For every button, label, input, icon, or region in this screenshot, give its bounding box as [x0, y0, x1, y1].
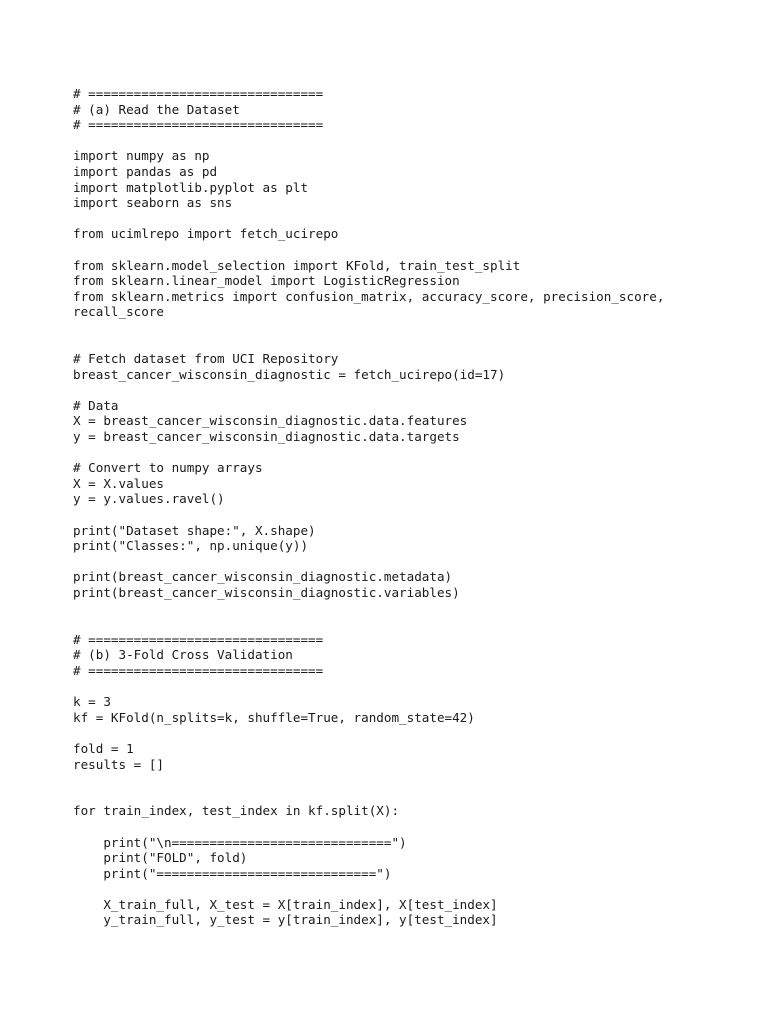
- code-line: [73, 819, 753, 835]
- code-line: for train_index, test_index in kf.split(X):: [73, 803, 400, 819]
- code-line: # (b) 3-Fold Cross Validation: [73, 647, 293, 663]
- code-line: [73, 133, 753, 149]
- code-line: # ===============================: [73, 117, 324, 133]
- code-line: import pandas as pd: [73, 163, 218, 179]
- code-line: breast_cancer_wisconsin_diagnostic = fetch_ucirepo(id=17): [73, 366, 506, 382]
- code-line: from sklearn.metrics import confusion_matrix, accuracy_score, precision_score,: [73, 288, 665, 304]
- code-line: # ===============================: [73, 631, 324, 647]
- code-line: kf = KFold(n_splits=k, shuffle=True, random_state=42): [73, 709, 475, 725]
- code-line: y = breast_cancer_wisconsin_diagnostic.data.targets: [73, 429, 460, 445]
- code-line: # (a) Read the Dataset: [73, 101, 240, 117]
- code-line: recall_score: [73, 304, 164, 320]
- code-line: # ===============================: [73, 662, 324, 678]
- code-line: [73, 616, 753, 632]
- code-line: # Fetch dataset from UCI Repository: [73, 351, 339, 367]
- code-line: print("FOLD", fold): [73, 850, 248, 866]
- code-line: [73, 445, 753, 461]
- code-line: [73, 725, 753, 741]
- code-line: [73, 554, 753, 570]
- code-line: import matplotlib.pyplot as plt: [73, 179, 309, 195]
- code-line: import numpy as np: [73, 148, 210, 164]
- code-line: X = X.values: [73, 475, 164, 491]
- code-line: X = breast_cancer_wisconsin_diagnostic.data.features: [73, 413, 468, 429]
- code-line: # ===============================: [73, 86, 324, 101]
- code-listing: [73, 86, 753, 928]
- code-line: from sklearn.model_selection import KFold, train_test_split: [73, 257, 521, 273]
- code-line: y = y.values.ravel(): [73, 491, 225, 507]
- code-line: k = 3: [73, 694, 111, 710]
- code-line: from ucimlrepo import fetch_ucirepo: [73, 226, 339, 242]
- code-line: results = []: [73, 756, 164, 772]
- code-line: [73, 211, 753, 227]
- code-line: print(breast_cancer_wisconsin_diagnostic.metadata): [73, 569, 453, 585]
- code-line: [73, 881, 753, 897]
- code-line: [73, 382, 753, 398]
- code-line: # Data: [73, 397, 119, 413]
- code-line: print("Classes:", np.unique(y)): [73, 538, 309, 554]
- code-line: [73, 320, 753, 336]
- code-line: fold = 1: [73, 740, 134, 756]
- code-line: from sklearn.linear_model import LogisticRegression: [73, 273, 460, 289]
- code-line: [73, 601, 753, 617]
- code-line: [73, 679, 753, 695]
- code-line: [73, 336, 753, 352]
- code-line: y_train_full, y_test = y[train_index], y[test_index]: [73, 912, 498, 928]
- code-line: import seaborn as sns: [73, 195, 233, 211]
- code-line: print(breast_cancer_wisconsin_diagnostic.variables): [73, 585, 460, 600]
- code-line: print("Dataset shape:", X.shape): [73, 522, 316, 538]
- code-line: print("============================="): [73, 865, 392, 881]
- code-line: [73, 507, 753, 523]
- code-line: [73, 772, 753, 788]
- code-line: # Convert to numpy arrays: [73, 460, 263, 476]
- code-line: X_train_full, X_test = X[train_index], X[test_index]: [73, 896, 498, 912]
- code-line: [73, 788, 753, 804]
- code-line: print("\n============================="): [73, 834, 407, 850]
- code-line: [73, 242, 753, 258]
